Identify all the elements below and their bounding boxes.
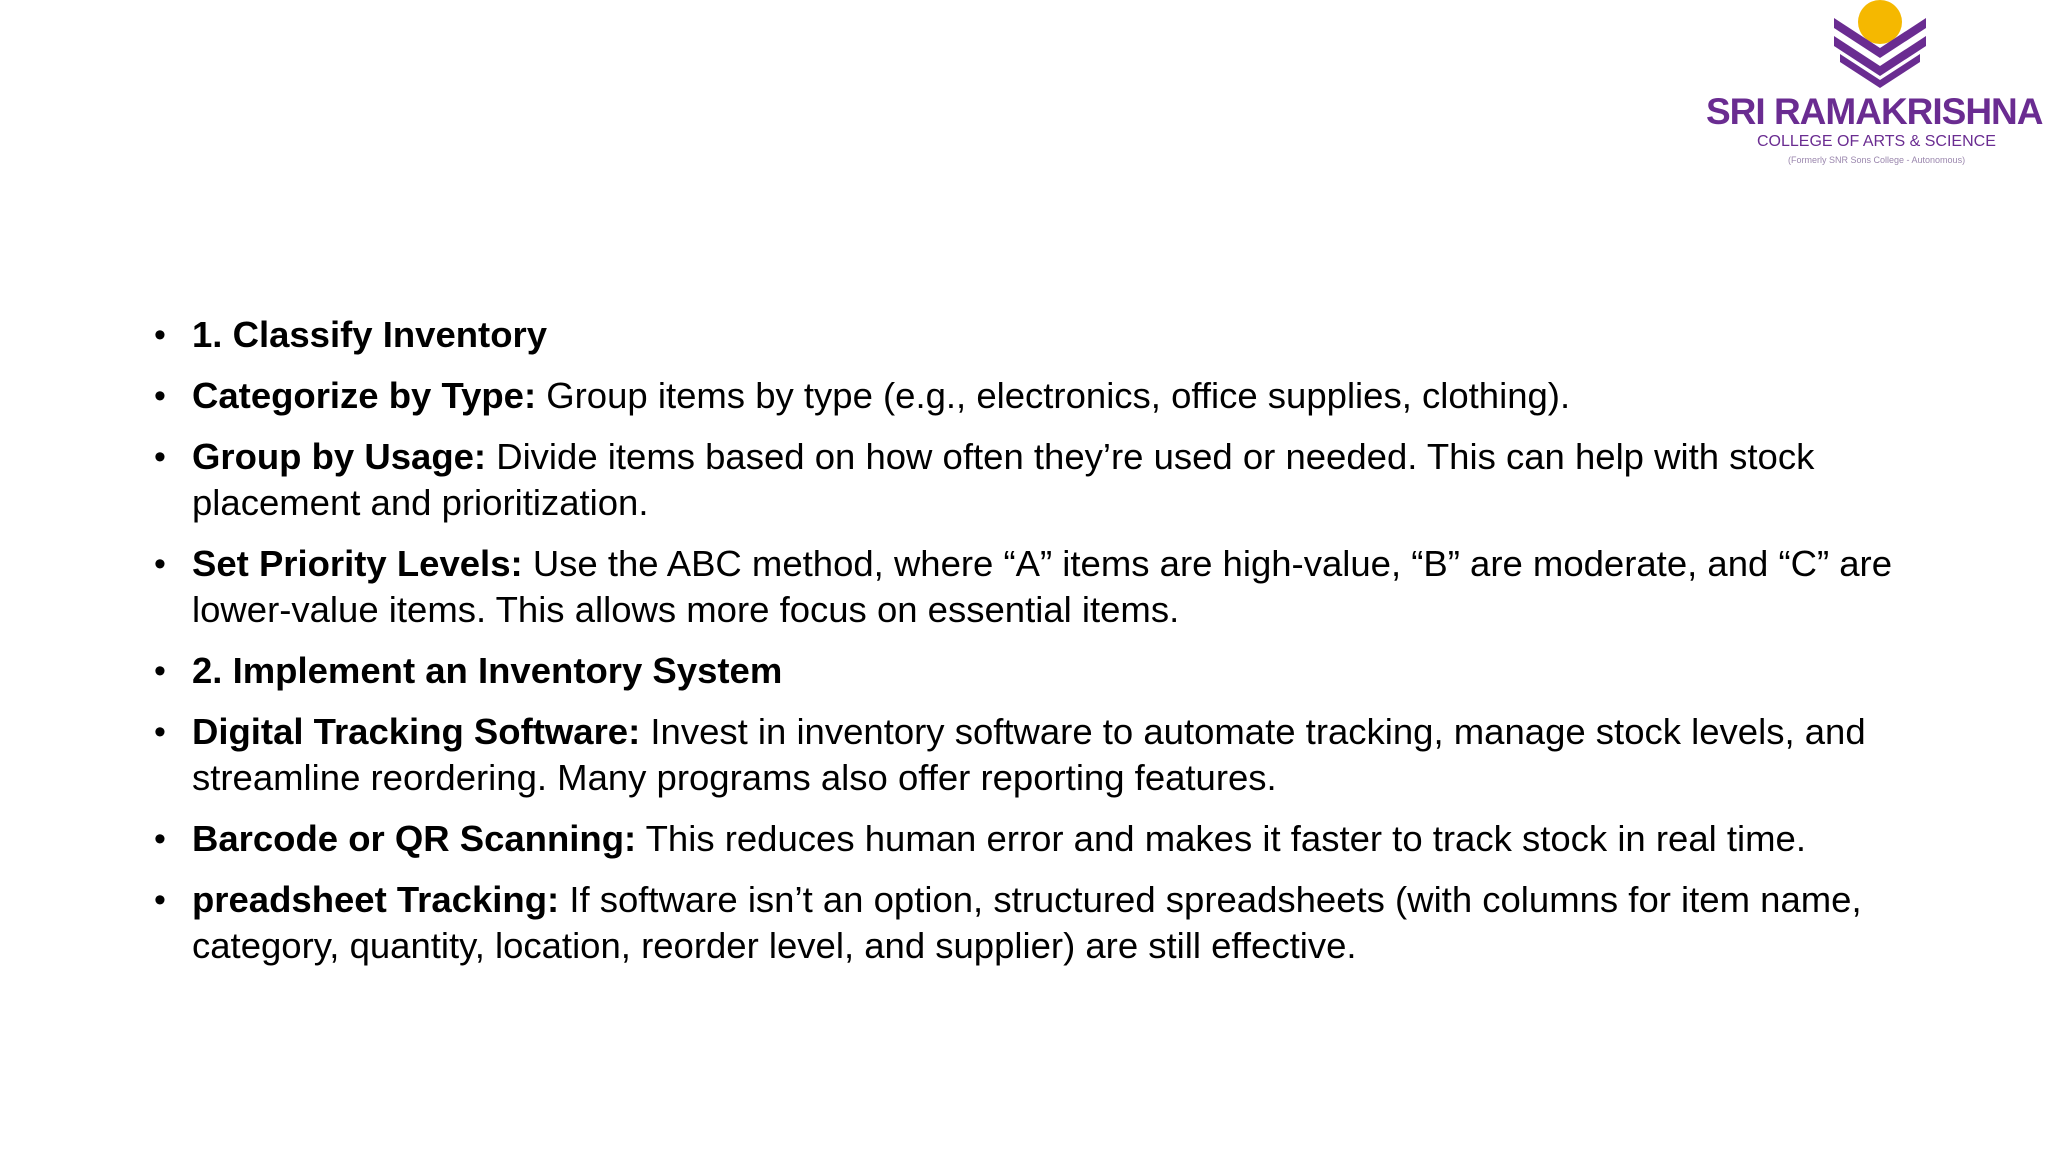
open-book-sun-icon — [1820, 0, 1940, 90]
bullet-lead: preadsheet Tracking: — [192, 879, 560, 920]
bullet-lead: Digital Tracking Software: — [192, 711, 641, 752]
bullet-lead: 1. Classify Inventory — [192, 314, 548, 355]
bullet-text: If software isn’t an option, structured spreadsheets (with columns for item name, category, quantity, location, reorder level, and supplier) are still effective. — [192, 879, 1862, 966]
bullet-item — [150, 312, 1910, 358]
bullet-lead: Barcode or QR Scanning: — [192, 818, 637, 859]
bullet-text: Group items by type (e.g., electronics, office supplies, clothing). — [536, 375, 1571, 416]
bullet-text: Use the ABC method, where “A” items are high-value, “B” are moderate, and “C” are lower-value items. This allows more focus on essential items. — [192, 543, 1893, 630]
bullet-item — [150, 648, 1910, 694]
bullet-item — [150, 877, 1910, 969]
bullet-text: This reduces human error and makes it faster to track stock in real time. — [636, 818, 1806, 859]
bullet-text: Invest in inventory software to automate tracking, manage stock levels, and streamline reordering. Many programs also offer reporting features. — [192, 711, 1866, 798]
bullet-lead: 2. Implement an Inventory System — [192, 650, 783, 691]
bullet-list — [150, 312, 1910, 984]
bullet-item — [150, 541, 1910, 633]
bullet-item — [150, 816, 1910, 862]
bullet-item — [150, 373, 1910, 419]
bullet-lead: Group by Usage: — [192, 436, 487, 477]
logo-fine-print: (Formerly SNR Sons College - Autonomous) — [1788, 155, 1966, 165]
bullet-lead: Set Priority Levels: — [192, 543, 523, 584]
logo-college-name: SRI RAMAKRISHNA — [1706, 91, 2043, 132]
bullet-item — [150, 709, 1910, 801]
college-logo — [1700, 0, 2048, 175]
bullet-lead: Categorize by Type: — [192, 375, 537, 416]
bullet-text: Divide items based on how often they’re used or needed. This can help with stock placement and prioritization. — [192, 436, 1815, 523]
logo-college-subtitle: COLLEGE OF ARTS & SCIENCE — [1757, 133, 1996, 150]
bullet-item — [150, 434, 1910, 526]
